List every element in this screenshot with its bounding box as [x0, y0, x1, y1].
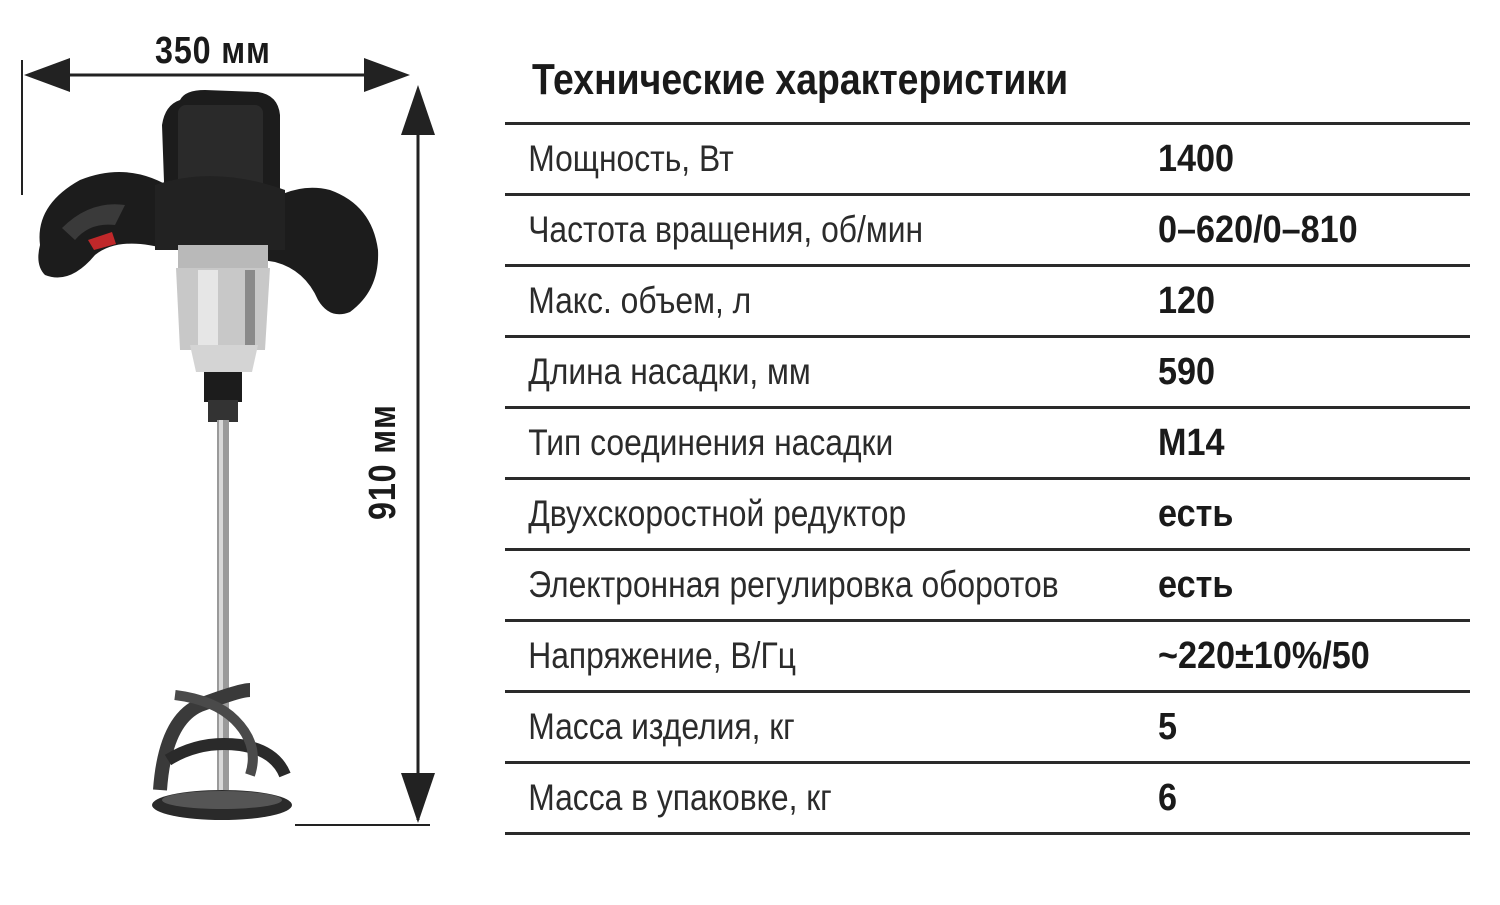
spec-row-paddle-length — [505, 338, 1470, 409]
spec-row-product-weight — [505, 693, 1470, 764]
spec-value: 590 — [1158, 350, 1216, 393]
spec-value: есть — [1158, 563, 1234, 606]
spec-row-electronic-speed-control — [505, 551, 1470, 622]
spec-value: 1400 — [1158, 137, 1235, 180]
spec-value: 120 — [1158, 279, 1216, 322]
spec-table — [505, 122, 1470, 835]
spec-label: Частота вращения, об/мин — [528, 209, 924, 250]
spec-label: Масса в упаковке, кг — [528, 777, 832, 818]
spec-label: Мощность, Вт — [528, 138, 734, 179]
spec-label: Макс. объем, л — [528, 280, 752, 321]
specs-section — [505, 50, 1470, 835]
spec-row-max-volume — [505, 267, 1470, 338]
spec-label: Напряжение, В/Гц — [528, 635, 796, 676]
gearbox-collar — [176, 245, 270, 422]
spec-value: M14 — [1158, 421, 1225, 464]
mixer-shaft — [217, 420, 229, 790]
spec-label: Длина насадки, мм — [528, 351, 811, 392]
spec-row-voltage — [505, 622, 1470, 693]
spec-row-two-speed-gearbox — [505, 480, 1470, 551]
spec-row-rotation-speed — [505, 196, 1470, 267]
spec-value: ~220±10%/50 — [1158, 634, 1370, 677]
spec-label: Двухскоростной редуктор — [528, 493, 907, 534]
spec-row-power — [505, 125, 1470, 196]
spec-row-connection-type — [505, 409, 1470, 480]
product-figure — [0, 0, 470, 900]
spec-label: Тип соединения насадки — [528, 422, 894, 463]
specs-title: Технические характеристики — [532, 55, 1069, 104]
spec-row-package-weight — [505, 764, 1470, 835]
spec-label: Масса изделия, кг — [528, 706, 795, 747]
spec-value: 0–620/0–810 — [1158, 208, 1358, 251]
spec-value: есть — [1158, 492, 1234, 535]
height-dimension-label: 910 мм — [362, 404, 404, 520]
width-dimension-label: 350 мм — [155, 30, 271, 72]
spec-label: Электронная регулировка оборотов — [528, 564, 1059, 605]
spec-value: 5 — [1158, 705, 1178, 748]
spec-value: 6 — [1158, 776, 1178, 819]
